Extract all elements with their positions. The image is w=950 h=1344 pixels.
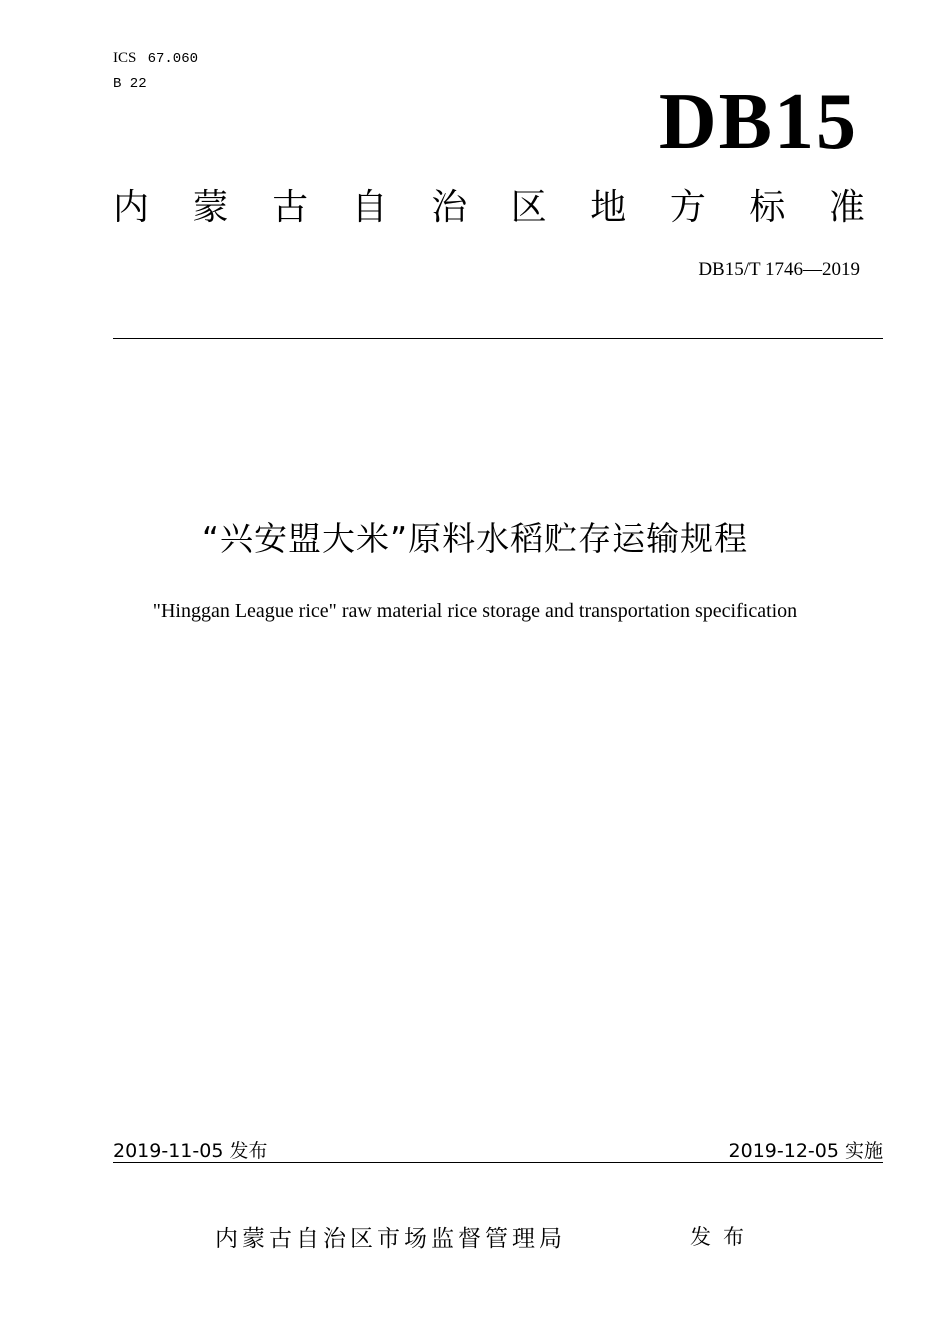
- ics-code: 67.060: [147, 51, 199, 67]
- standard-kind-heading: [113, 184, 865, 232]
- standard-kind-char: 地: [590, 187, 627, 228]
- document-title-chinese: “兴安盟大米”原料水稻贮存运输规程: [201, 519, 749, 558]
- issuing-action: 发布: [690, 1225, 756, 1249]
- issue-date: 2019-11-05 发布: [113, 1140, 268, 1162]
- standard-kind-char: 内: [113, 187, 150, 228]
- standard-kind-char: 治: [431, 187, 468, 228]
- standard-kind-char: 古: [272, 187, 309, 228]
- bottom-divider: [113, 1162, 883, 1163]
- top-divider: [113, 338, 883, 339]
- implementation-date: 2019-12-05 实施: [728, 1140, 883, 1162]
- ics-label: ICS: [113, 50, 137, 66]
- standard-kind-char: 区: [510, 187, 547, 228]
- standard-kind-char: 准: [828, 187, 865, 228]
- document-title-english: "Hinggan League rice" raw material rice storage and transportation specification: [152, 600, 798, 622]
- standard-kind-char: 蒙: [192, 187, 229, 228]
- ics-classification: [113, 48, 198, 69]
- issuing-authority: 内蒙古自治区市场监督管理局: [215, 1226, 566, 1252]
- db-standard-mark: DB15: [658, 78, 858, 166]
- standard-kind-char: 自: [351, 187, 388, 228]
- ccs-code: B 22: [113, 76, 147, 92]
- standard-number: DB15/T 1746—2019: [698, 259, 860, 280]
- standard-kind-char: 标: [749, 187, 786, 228]
- standard-kind-char: 方: [669, 187, 706, 228]
